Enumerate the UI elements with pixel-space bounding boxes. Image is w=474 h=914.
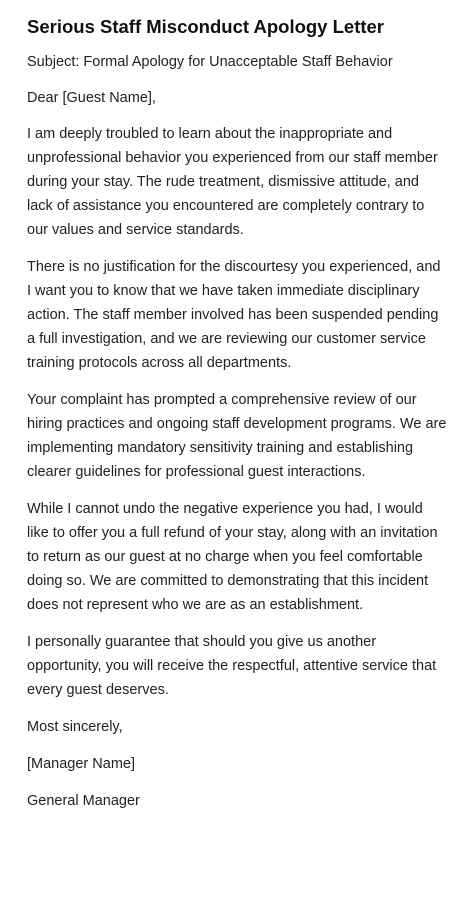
letter-paragraph-1: I am deeply troubled to learn about the inappropriate and unprofessional behavior you experienced from our staff member during your stay. The rude treatment, dismissive attitude, and lack of assistance you encountered are completely contrary to our values and service standards. (27, 126, 438, 238)
letter-paragraph-4: While I cannot undo the negative experience you had, I would like to offer you a full refund of your stay, along with an invitation to return as our guest at no charge when you feel comfortable doing so. We are committed to demonstrating that this incident does not represent who we are as an establishment. (27, 501, 438, 613)
letter-document (27, 14, 447, 813)
letter-closing: Most sincerely, (27, 719, 123, 735)
letter-paragraph-3: Your complaint has prompted a comprehensive review of our hiring practices and ongoing staff development programs. We are implementing mandatory sensitivity training and establishing clearer guidelines for professional guest interactions. (27, 392, 447, 480)
signature-title: General Manager (27, 793, 140, 809)
letter-subject: Subject: Formal Apology for Unacceptable Staff Behavior (27, 54, 393, 70)
letter-title: Serious Staff Misconduct Apology Letter (27, 16, 385, 37)
signature-name: [Manager Name] (27, 756, 135, 772)
letter-salutation: Dear [Guest Name], (27, 90, 156, 106)
letter-paragraph-5: I personally guarantee that should you give us another opportunity, you will receive the respectful, attentive service that every guest deserves. (27, 634, 437, 698)
letter-paragraph-2: There is no justification for the discourtesy you experienced, and I want you to know that we have taken immediate disciplinary action. The staff member involved has been suspended pending a full investigation, and we are reviewing our customer service training protocols across all departments. (27, 259, 441, 371)
